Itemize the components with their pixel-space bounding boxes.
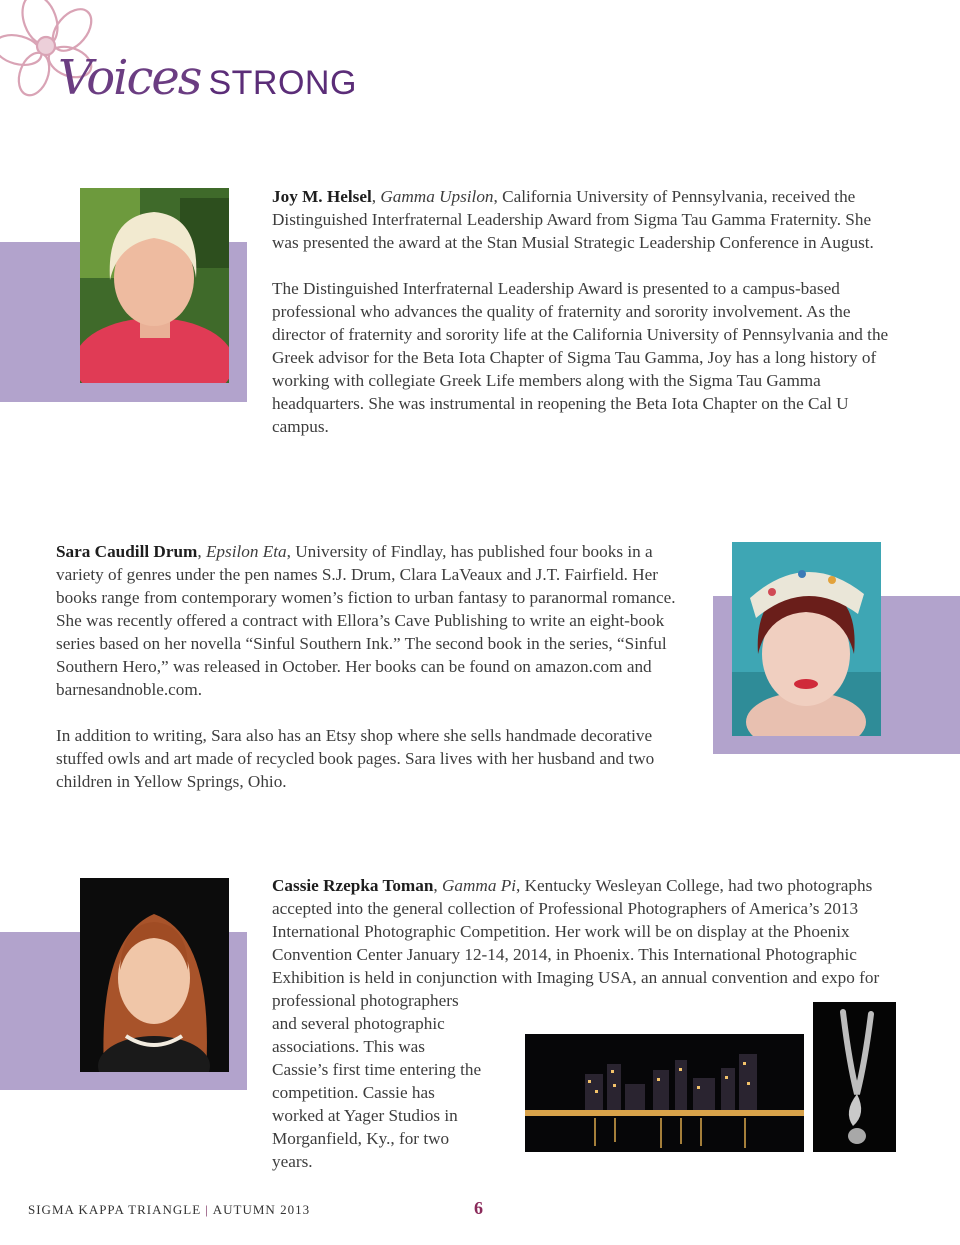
profile-text-cassie: Cassie Rzepka Toman, Gamma Pi, Kentucky Wesleyan College, had two photographs accepted into the general collection of Professional Photographers of America’s 2013 International Photographic Competition. Her work will be on display at the Phoenix Convention Center January 12-14, 2014, in Phoenix. This International Photographic Exhibition is held in conjunction with Imaging USA, an annual convention and expo for professional photographers <box>272 876 880 1010</box>
portrait-photo-sara <box>732 542 881 736</box>
publication-name: SIGMA KAPPA TRIANGLE <box>28 1202 202 1217</box>
profile-text-sara: Sara Caudill Drum, Epsilon Eta, University of Findlay, has published four books in a variety of genres under the pen names S.J. Drum, Clara LaVeaux and J.T. Fairfield. Her books range from contemporary women’s fiction to urban fantasy to paranormal romance. She was recently offered a contract with Ellora’s Cave Publishing to write an eight-book series based on her novella “Sinful Southern Ink.” The second book in the series, “Sinful Southern Hero,” was released in October. Her books can be found on amazon.com and barnesandnoble.com. In addition to writing, Sara also has an Etsy shop where she sells handmade decorative stuffed owls and art made of recycled book pages. Sara lives with her husband and two children in Yellow Springs, Ohio. <box>56 540 686 816</box>
page-number: 6 <box>474 1198 483 1218</box>
footer-divider: | <box>205 1202 209 1217</box>
portrait-photo-cassie <box>80 878 229 1072</box>
profile-paragraph: , California University of Pennsylvania, received the Distinguished Interfraternal Leadership Award from Sigma Tau Gamma Fraternity. She was presented the award at the Stan Musial Strategic Leadership Conference in August. <box>272 187 874 252</box>
profile-name: Joy M. Helsel <box>272 187 372 206</box>
profile-paragraph: , Kentucky Wesleyan College, had two photographs accepted into the general collection of Professional Photographers of America’s 2013 International Photographic Competition. Her work will be on display at the Phoenix Convention Center January 12-14, 2014, in Phoenix. This International Photographic Exhibition is held in conjunction with Imaging USA, an annual convention and expo for professional photographers <box>272 876 880 1010</box>
issue-name: AUTUMN 2013 <box>212 1202 311 1217</box>
profile-paragraph: In addition to writing, Sara also has an Etsy shop where she sells handmade decorative stuffed owls and art made of recycled book pages. Sara lives with her husband and two children in Yellow Springs, Ohio. <box>56 726 655 791</box>
title-script: Voices <box>58 50 201 106</box>
chapter-name: Epsilon Eta <box>205 542 287 561</box>
profile-paragraph: The Distinguished Interfraternal Leadership Award is presented to a campus-based professional who advances the quality of fraternity and sorority involvement. As the director of fraternity and sorority life at the California University of Pennsylvania and the Greek advisor for the Beta Iota Chapter of Sigma Tau Gamma, Joy has a long history of working with collegiate Greek Life members along with the Sigma Tau Gamma headquarters. She was instrumental in reopening the Beta Iota Chapter on the Cal U campus. <box>272 279 889 436</box>
profile-paragraph: , University of Findlay, has published four books in a variety of genres under the pen names S.J. Drum, Clara LaVeaux and J.T. Fairfield. Her books range from contemporary women’s fiction to urban fantasy to paranormal romance. She was recently offered a contract with Ellora’s Cave Publishing to write an eight-book series based on her novella “Sinful Southern Ink.” The second book in the series, “Sinful Southern Hero,” was released in October. Her books can be found on amazon.com and barnesandnoble.com. <box>56 542 676 699</box>
profile-text-cassie-tail: and several photographic associations. This was Cassie’s first time entering the competition. Cassie has worked at Yager Studios in Morganfield, Ky., for two years. <box>272 1014 482 1171</box>
portrait-photo-joy <box>80 188 229 383</box>
footer-publication <box>28 1202 310 1218</box>
figure-photo <box>813 1002 896 1152</box>
chapter-name: Gamma Upsilon <box>380 187 494 206</box>
profile-name: Sara Caudill Drum <box>56 542 198 561</box>
page-title <box>58 50 357 120</box>
title-caps: STRONG <box>208 64 357 102</box>
profile-name: Cassie Rzepka Toman <box>272 876 434 895</box>
chapter-name: Gamma Pi <box>442 876 516 895</box>
profile-text-joy: Joy M. Helsel, Gamma Upsilon, California University of Pennsylvania, received the Distinguished Interfraternal Leadership Award from Sigma Tau Gamma Fraternity. She was presented the award at the Stan Musial Strategic Leadership Conference in August. The Distinguished Interfraternal Leadership Award is presented to a campus-based professional who advances the quality of fraternity and sorority involvement. As the director of fraternity and sorority life at the California University of Pennsylvania and the Greek advisor for the Beta Iota Chapter of Sigma Tau Gamma, Joy has a long history of working with collegiate Greek Life members along with the Sigma Tau Gamma headquarters. She was instrumental in reopening the Beta Iota Chapter on the Cal U campus. <box>272 185 892 461</box>
cityscape-photo <box>525 1034 804 1152</box>
